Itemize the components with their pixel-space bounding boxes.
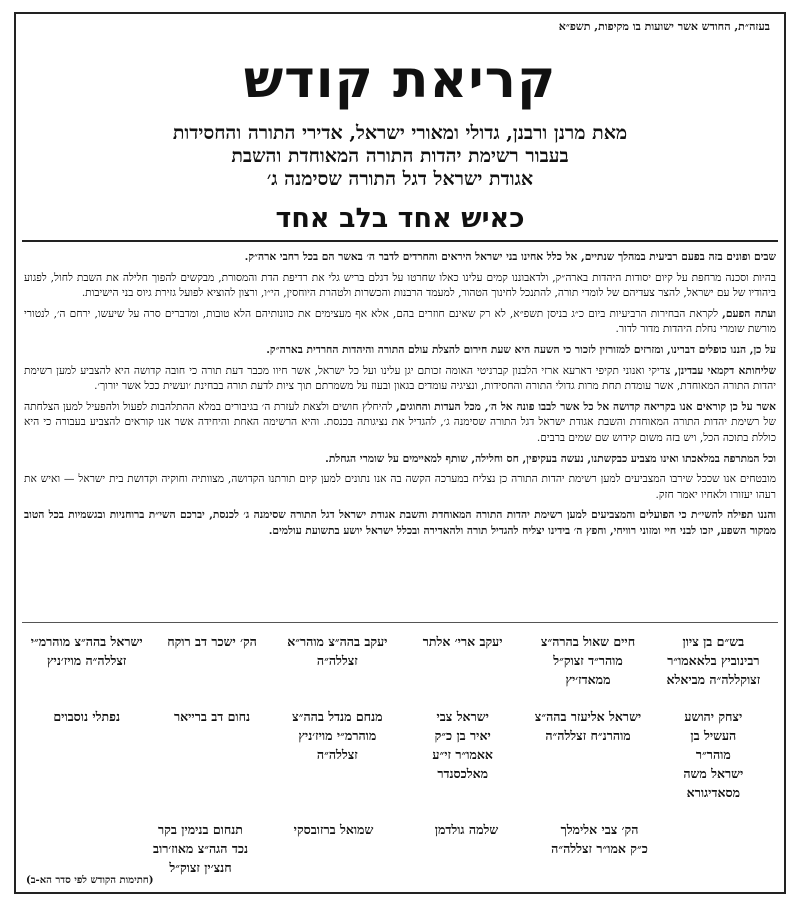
subtitle-line: בעבור רשימת יהדות התורה המאוחדת והשבת — [231, 145, 569, 167]
body-paragraph — [24, 452, 776, 468]
signature: שלמה גולדמן — [434, 822, 499, 837]
paragraph-lead: אשר על כן קוראים אנו בקריאה קדושה אל כל אשר לבבו פונה אל ה׳, מכל העדות והחוגים, — [396, 400, 776, 413]
proclamation-body — [24, 250, 776, 624]
body-paragraph — [24, 250, 776, 266]
signature-row — [24, 707, 776, 802]
paragraph-lead: שליחותא דקמאי עבדינן, — [674, 364, 776, 377]
body-paragraph — [24, 400, 776, 447]
paragraph-text: מובטחים אנו שככל שירבו המצביעים למען רשימת יהדות התורה כן נצליח במערכה הקשה בה אנו נתונים למען קיום תורתנו הקדושה, מצוותיה וחוקיה וקדושת בית ישראל — ואיש את רעהו יעזורו ולאחיו יאמר חזק. — [24, 473, 776, 501]
signature: תנחום בנימין בקר נכד הגה״צ מאוז׳רוב חנצ׳ין זצוק״ל — [152, 822, 249, 875]
paragraph-text: להיחלץ חושים ולצאת לעזרת ה׳ בגיבורים במלא ההתלהבות לפעול ולהפעיל למען הצלחתה של רשימת יהדות התורה המאוחדת והשבת אגודת ישראל דגל התורה שסימנה ג׳, להגדיל את נציגותה בכנסת. והיא הרשימה האחת והיחידה אשר אנו קוראים להצביע בעבורה כי היא כוללת בתוכה הכל, ויש בזה משום קידוש שם שמים ברבים. — [24, 400, 776, 444]
body-paragraph — [24, 343, 776, 359]
body-paragraph — [24, 307, 776, 338]
signature: ישראל אליעזר בהה״צ מוהרנ״ח זצללה״ה — [534, 709, 642, 743]
signature: יעקב בהה״צ מוהר״א זצללה״ה — [287, 634, 388, 668]
page-title: קריאת קודש — [243, 50, 557, 110]
paragraph-bold-text: שבים ופונים בזה בפעם רביעית במהלך שנתיים, אל כלל אחינו בני ישראל היראים והחרדים לדבר ה׳ באשר הם בכל רחבי ארה״ק. — [244, 251, 776, 263]
signature: בש״ם בן ציון רבינוביץ בלאאמו״ר זצוקללה״ה מביאלא — [666, 634, 761, 687]
section-divider — [22, 240, 778, 242]
signature: נחום דב ברייאר — [173, 709, 251, 724]
paragraph-text: בהיות וסכנה מרחפת על קיום יסודות היהדות בארה״ק, ולדאבוננו קמים עלינו כאלו שחרטו על דגלם בריש גלי את רדיפת הדת והמסורת, מבקשים להפוך חלילה את השבת לחול, לפגוע ביהודיו של עם ישראל, להצר צעדיהם של לומדי תורה, להתנכל לחינוך הטהור, למעמד הרבנות והכשרות ולטהרת היוחסין, הי״ו, ורצון להוציא לפועל גזירת גיוס בני הישיבות. — [24, 271, 776, 300]
signature: הק׳ ישכר דב רוקח — [167, 634, 257, 649]
signatures-order-note: (חתימות הקודש לפי סדר הא-ב) — [26, 875, 154, 886]
paragraph-bold-text: והננו תפילה להשי״ת כי הפועלים והמצביעים למען רשימת יהדות התורה המאוחדת והשבת אגודת ישראל דגל התורה שסימנה ג׳ לכנסת, יברכם השי״ת ברוחניות ובגשמיות בכל הטוב ממקור השפע, יזכו לבני חיי ומזוני רוויחי, וחפץ ה׳ בידינו יצליח להגדיל תורה ולהאדירה ובכלל ישראל יושע בתשועת עולמים. — [24, 509, 776, 537]
signature: יצחק יהושע העשיל בן מוהר״ר ישראל משה מסאדיגורא — [683, 709, 744, 800]
signature-row — [24, 632, 776, 689]
subtitle-line: אגודת ישראל דגל התורה שסימנה ג׳ — [266, 168, 534, 190]
signature: שמואל ברזובסקי — [293, 822, 374, 837]
paragraph-lead: ועתה הפעם, — [722, 307, 776, 320]
signature: ישראל צבי יאיר בן כ״ק אאמו״ר זי״ע מאלכסנדר — [432, 709, 493, 781]
signature-row — [24, 820, 776, 877]
proclamation-page — [14, 12, 786, 894]
signature: נפתלי נוסבוים — [53, 709, 121, 724]
signature: חיים שאול בהרה״צ מוהר״ד זצוק״ל ממאדז׳יץ — [540, 634, 636, 687]
paragraph-text: צדיקי ואנוני תקיפי דארעא ארזי הלבנון קברניטי האומה זכותם יגן עלינו ועל כל ישראל, אשר חיוו מכבר דעת תורה כי חובה קדושה היא להצביע למען רשימת יהדות התורה המאוחדת, אשר עומדת תחת מרות גדולי התורה והחסידות, ונציגיה עומדים בגאון ובעוז על משמרתם תוך ציות לדעת תורה בבחינת ׳ועשית ככל אשר יורוך׳. — [24, 364, 776, 393]
signature: יעקב ארי׳ אלתר — [422, 634, 503, 649]
body-paragraph — [24, 508, 776, 539]
paragraph-text: לקראת הבחירות הרביעיות ביום כ״ג בניסן תשפ״א, לא רק שאינם חוזרים בהם, אלא אף מעצימים את כוונותיהם הלא טובות, ומדברים סרה על שיעשו, ירחם ה׳, לנטורי מורשת שומרי נחלת היהדות מדור לדור. — [24, 307, 776, 336]
slogan-heading: כאיש אחד בלב אחד — [275, 203, 525, 234]
signature: מנחם מנדל בהה״צ מוהרמ״י מויז׳ניץ זצללה״ה — [292, 709, 383, 762]
body-paragraph — [24, 472, 776, 503]
signature: הק׳ צבי אלימלך כ״ק אמו״ר זצללה״ה — [551, 822, 648, 856]
subtitle-line: מאת מרנן ורבנן, גדולי ומאורי ישראל, אדירי התורה והחסידות — [172, 122, 628, 144]
signature: ישראל בהה״צ מוהרמ״י זצללה״ה מויז׳ניץ — [30, 634, 143, 668]
header-date-line: בעזה״ת, החודש אשר ישועות בו מקיפות, תשפ״א — [558, 20, 770, 33]
paragraph-bold-text: וכל המתרפה במלאכתו ואינו מצביע כבקשתנו, נעשה בעקיפין, חס וחלילה, שותף למאיימים על שומרי הגחלת. — [325, 452, 776, 465]
body-paragraph — [24, 364, 776, 395]
paragraph-bold-text: על כן, הננו כופלים דברינו, ומזרזים למזורזין לזכור כי השעה היא שעת חירום להצלת עולם התורה והיהדות החרדית בארה״ק. — [266, 343, 776, 356]
signatures-divider — [22, 622, 778, 623]
subtitle-block — [36, 122, 764, 191]
body-paragraph — [24, 271, 776, 302]
signatures-block — [24, 632, 776, 875]
